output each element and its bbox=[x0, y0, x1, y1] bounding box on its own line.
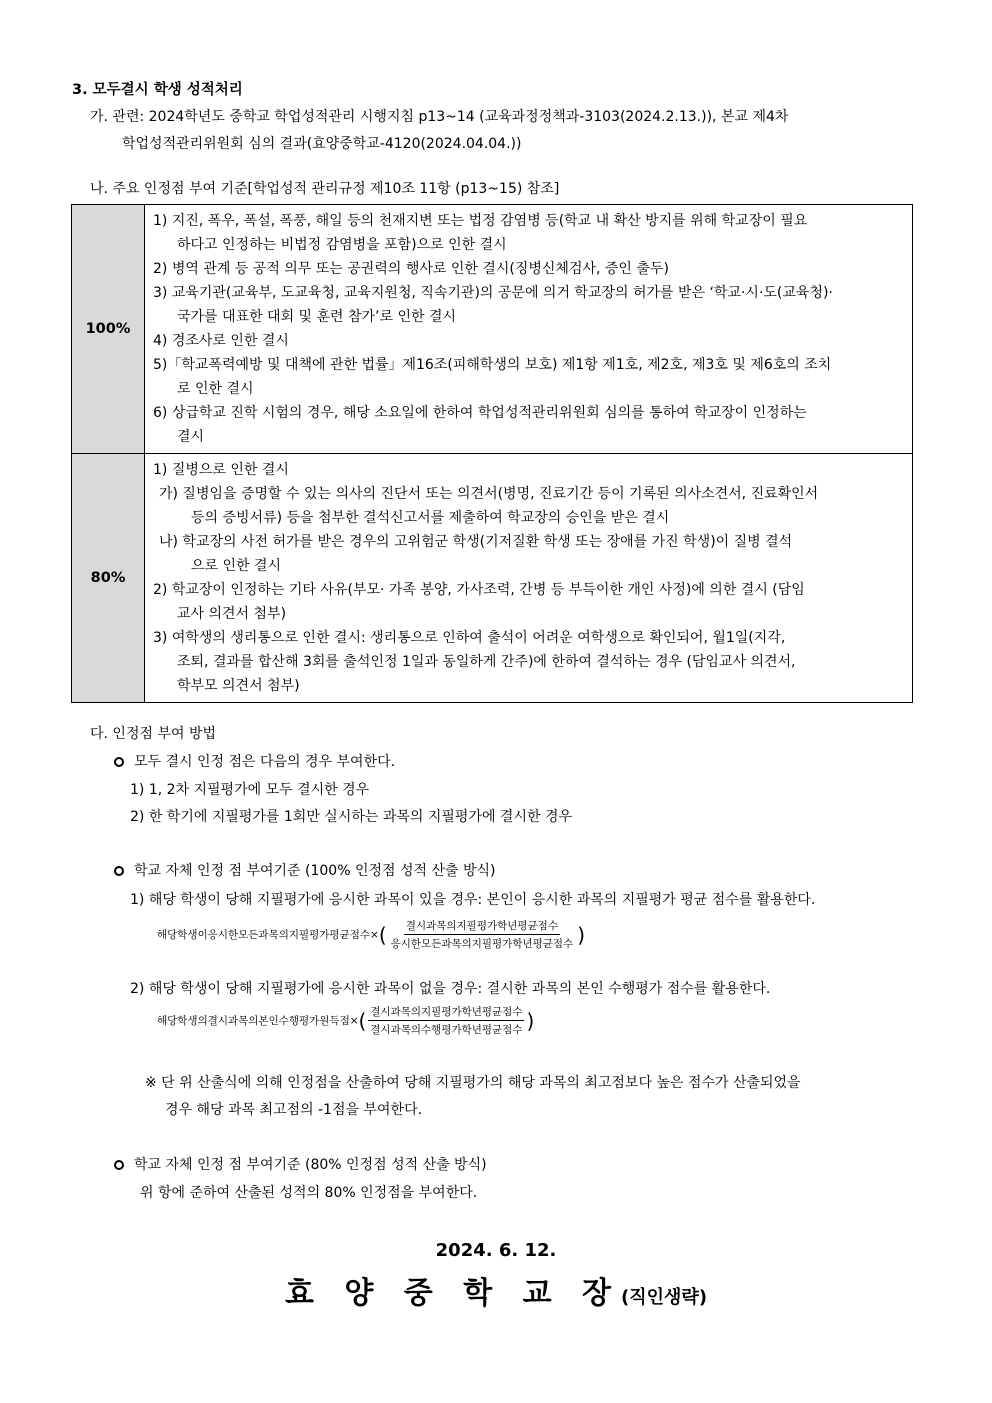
list-item: 1) 1, 2차 지필평가에 모두 결시한 경우 bbox=[130, 782, 370, 798]
document-date: 2024. 6. 12. bbox=[435, 1240, 557, 1261]
list-item: 교사 의견서 첨부) bbox=[177, 606, 287, 622]
list-item: 2) 병역 관계 등 공적 의무 또는 공권력의 행사로 인한 결시(징병신체검사, 증인 출두) bbox=[153, 261, 669, 277]
seal-omitted: (직인생략) bbox=[621, 1287, 708, 1308]
list-item: 위 항에 준하여 산출된 성적의 80% 인정점을 부여한다. bbox=[140, 1185, 478, 1201]
bullet-item-3 bbox=[114, 1154, 487, 1174]
reference-line-2: 학업성적관리위원회 심의 결과(효양중학교-4120(2024.04.04.)) bbox=[122, 136, 522, 152]
circle-bullet-icon bbox=[114, 866, 124, 876]
list-item: 1) 지진, 폭우, 폭설, 폭풍, 해일 등의 천재지변 또는 법정 감염병 등(학교 내 확산 방지를 위해 학교장이 필요 bbox=[153, 213, 808, 229]
formula-fraction bbox=[368, 1004, 524, 1037]
list-item: 1) 해당 학생이 당해 지필평가에 응시한 과목이 있을 경우: 본인이 응시한 과목의 지필평가 평균 점수를 활용한다. bbox=[130, 892, 816, 908]
reference-line-1: 가. 관련: 2024학년도 중학교 학업성적관리 시행지침 p13~14 (교육과정정책과-3103(2024.2.13.)), 본교 제4차 bbox=[90, 109, 789, 125]
paren-close-icon: ) bbox=[577, 922, 586, 947]
list-item: 국가를 대표한 대회 및 훈련 참가’로 인한 결시 bbox=[177, 309, 457, 325]
formula-numerator: 결시과목의지필평가학년평균점수 bbox=[404, 918, 560, 935]
note-line-2: 경우 해당 과목 최고점의 -1점을 부여한다. bbox=[165, 1102, 423, 1118]
bullet-item-1 bbox=[114, 751, 395, 771]
list-item: 3) 여학생의 생리통으로 인한 결시: 생리통으로 인하여 출석이 어려운 여학생으로 확인되어, 월1일(지각, bbox=[153, 630, 786, 646]
circle-bullet-icon bbox=[114, 1160, 124, 1170]
paren-close-icon: ) bbox=[526, 1008, 535, 1033]
list-item: 6) 상급학교 진학 시험의 경우, 해당 소요일에 한하여 학업성적관리위원회 심의를 통하여 학교장이 인정하는 bbox=[153, 405, 807, 421]
circle-bullet-icon bbox=[114, 757, 124, 767]
criteria-heading: 나. 주요 인정점 부여 기준[학업성적 관리규정 제10조 11항 (p13~15) 참조] bbox=[90, 181, 560, 197]
signature-line bbox=[0, 1268, 992, 1312]
list-item: 4) 경조사로 인한 결시 bbox=[153, 333, 289, 349]
bullet-item-2 bbox=[114, 860, 495, 880]
row-content-100 bbox=[145, 205, 913, 454]
list-item: 으로 인한 결시 bbox=[191, 558, 282, 574]
formula-2 bbox=[157, 1004, 534, 1037]
list-item: 3) 교육기관(교육부, 도교육청, 교육지원청, 직속기관)의 공문에 의거 학교장의 허가를 받은 ‘학교·시·도(교육청)· bbox=[153, 285, 833, 301]
paren-open-icon: ( bbox=[358, 1008, 367, 1033]
section-title: 3. 모두결시 학생 성적처리 bbox=[72, 82, 243, 98]
list-item: 2) 해당 학생이 당해 지필평가에 응시한 과목이 없을 경우: 결시한 과목의 본인 수행평가 점수를 활용한다. bbox=[130, 981, 771, 997]
paren-open-icon: ( bbox=[378, 922, 387, 947]
bullet-text: 학교 자체 인정 점 부여기준 (100% 인정점 성적 산출 방식) bbox=[134, 863, 496, 879]
row-label-80: 80% bbox=[72, 454, 145, 703]
list-item: 2) 한 학기에 지필평가를 1회만 실시하는 과목의 지필평가에 결시한 경우 bbox=[130, 809, 572, 825]
note-line-1: ※ 단 위 산출식에 의해 인정점을 산출하여 당해 지필평가의 해당 과목의 최고점보다 높은 점수가 산출되었을 bbox=[145, 1075, 801, 1091]
bullet-text: 학교 자체 인정 점 부여기준 (80% 인정점 성적 산출 방식) bbox=[134, 1157, 487, 1173]
formula-denominator: 결시과목의수행평가학년평균점수 bbox=[370, 1024, 523, 1036]
table-row-80 bbox=[72, 454, 913, 703]
list-item: 1) 질병으로 인한 결시 bbox=[153, 462, 289, 478]
list-item: 2) 학교장이 인정하는 기타 사유(부모· 가족 봉양, 가사조력, 간병 등 부득이한 개인 사정)에 의한 결시 (담임 bbox=[153, 582, 805, 598]
list-item: 등의 증빙서류) 등을 첨부한 결석신고서를 제출하여 학교장의 승인을 받은 결시 bbox=[191, 510, 670, 526]
row-label-100: 100% bbox=[72, 205, 145, 454]
formula-denominator: 응시한모든과목의지필평가학년평균점수 bbox=[390, 938, 574, 950]
list-item: 나) 학교장의 사전 허가를 받은 경우의 고위험군 학생(기저질환 학생 또는 장애를 가진 학생)이 질병 결석 bbox=[159, 534, 793, 550]
table-row-100 bbox=[72, 205, 913, 454]
school-principal: 효 양 중 학 교 장 bbox=[284, 1276, 622, 1311]
formula-lhs: 해당학생이응시한모든과목의지필평가평균점수× bbox=[157, 929, 379, 941]
list-item: 조퇴, 결과를 합산해 3회를 출석인정 1일과 동일하게 간주)에 한하여 결석하는 경우 (담임교사 의견서, bbox=[177, 654, 796, 670]
formula-numerator: 결시과목의지필평가학년평균점수 bbox=[368, 1004, 524, 1021]
list-item: 5)「학교폭력예방 및 대책에 관한 법률」제16조(피해학생의 보호) 제1항 제1호, 제2호, 제3호 및 제6호의 조치 bbox=[153, 357, 832, 373]
list-item: 학부모 의견서 첨부) bbox=[177, 678, 300, 694]
criteria-table bbox=[71, 204, 913, 703]
formula-lhs: 해당학생의결시과목의본인수행평가원득점× bbox=[157, 1015, 359, 1027]
method-heading: 다. 인정점 부여 방법 bbox=[90, 726, 216, 742]
formula-1 bbox=[157, 918, 585, 951]
list-item: 결시 bbox=[177, 429, 205, 445]
row-content-80 bbox=[145, 454, 913, 703]
formula-fraction bbox=[389, 918, 576, 951]
list-item: 하다고 인정하는 비법정 감염병을 포함)으로 인한 결시 bbox=[177, 237, 507, 253]
list-item: 가) 질병임을 증명할 수 있는 의사의 진단서 또는 의견서(병명, 진료기간 등이 기록된 의사소견서, 진료확인서 bbox=[159, 486, 819, 502]
bullet-text: 모두 결시 인정 점은 다음의 경우 부여한다. bbox=[134, 754, 396, 770]
list-item: 로 인한 결시 bbox=[177, 381, 254, 397]
